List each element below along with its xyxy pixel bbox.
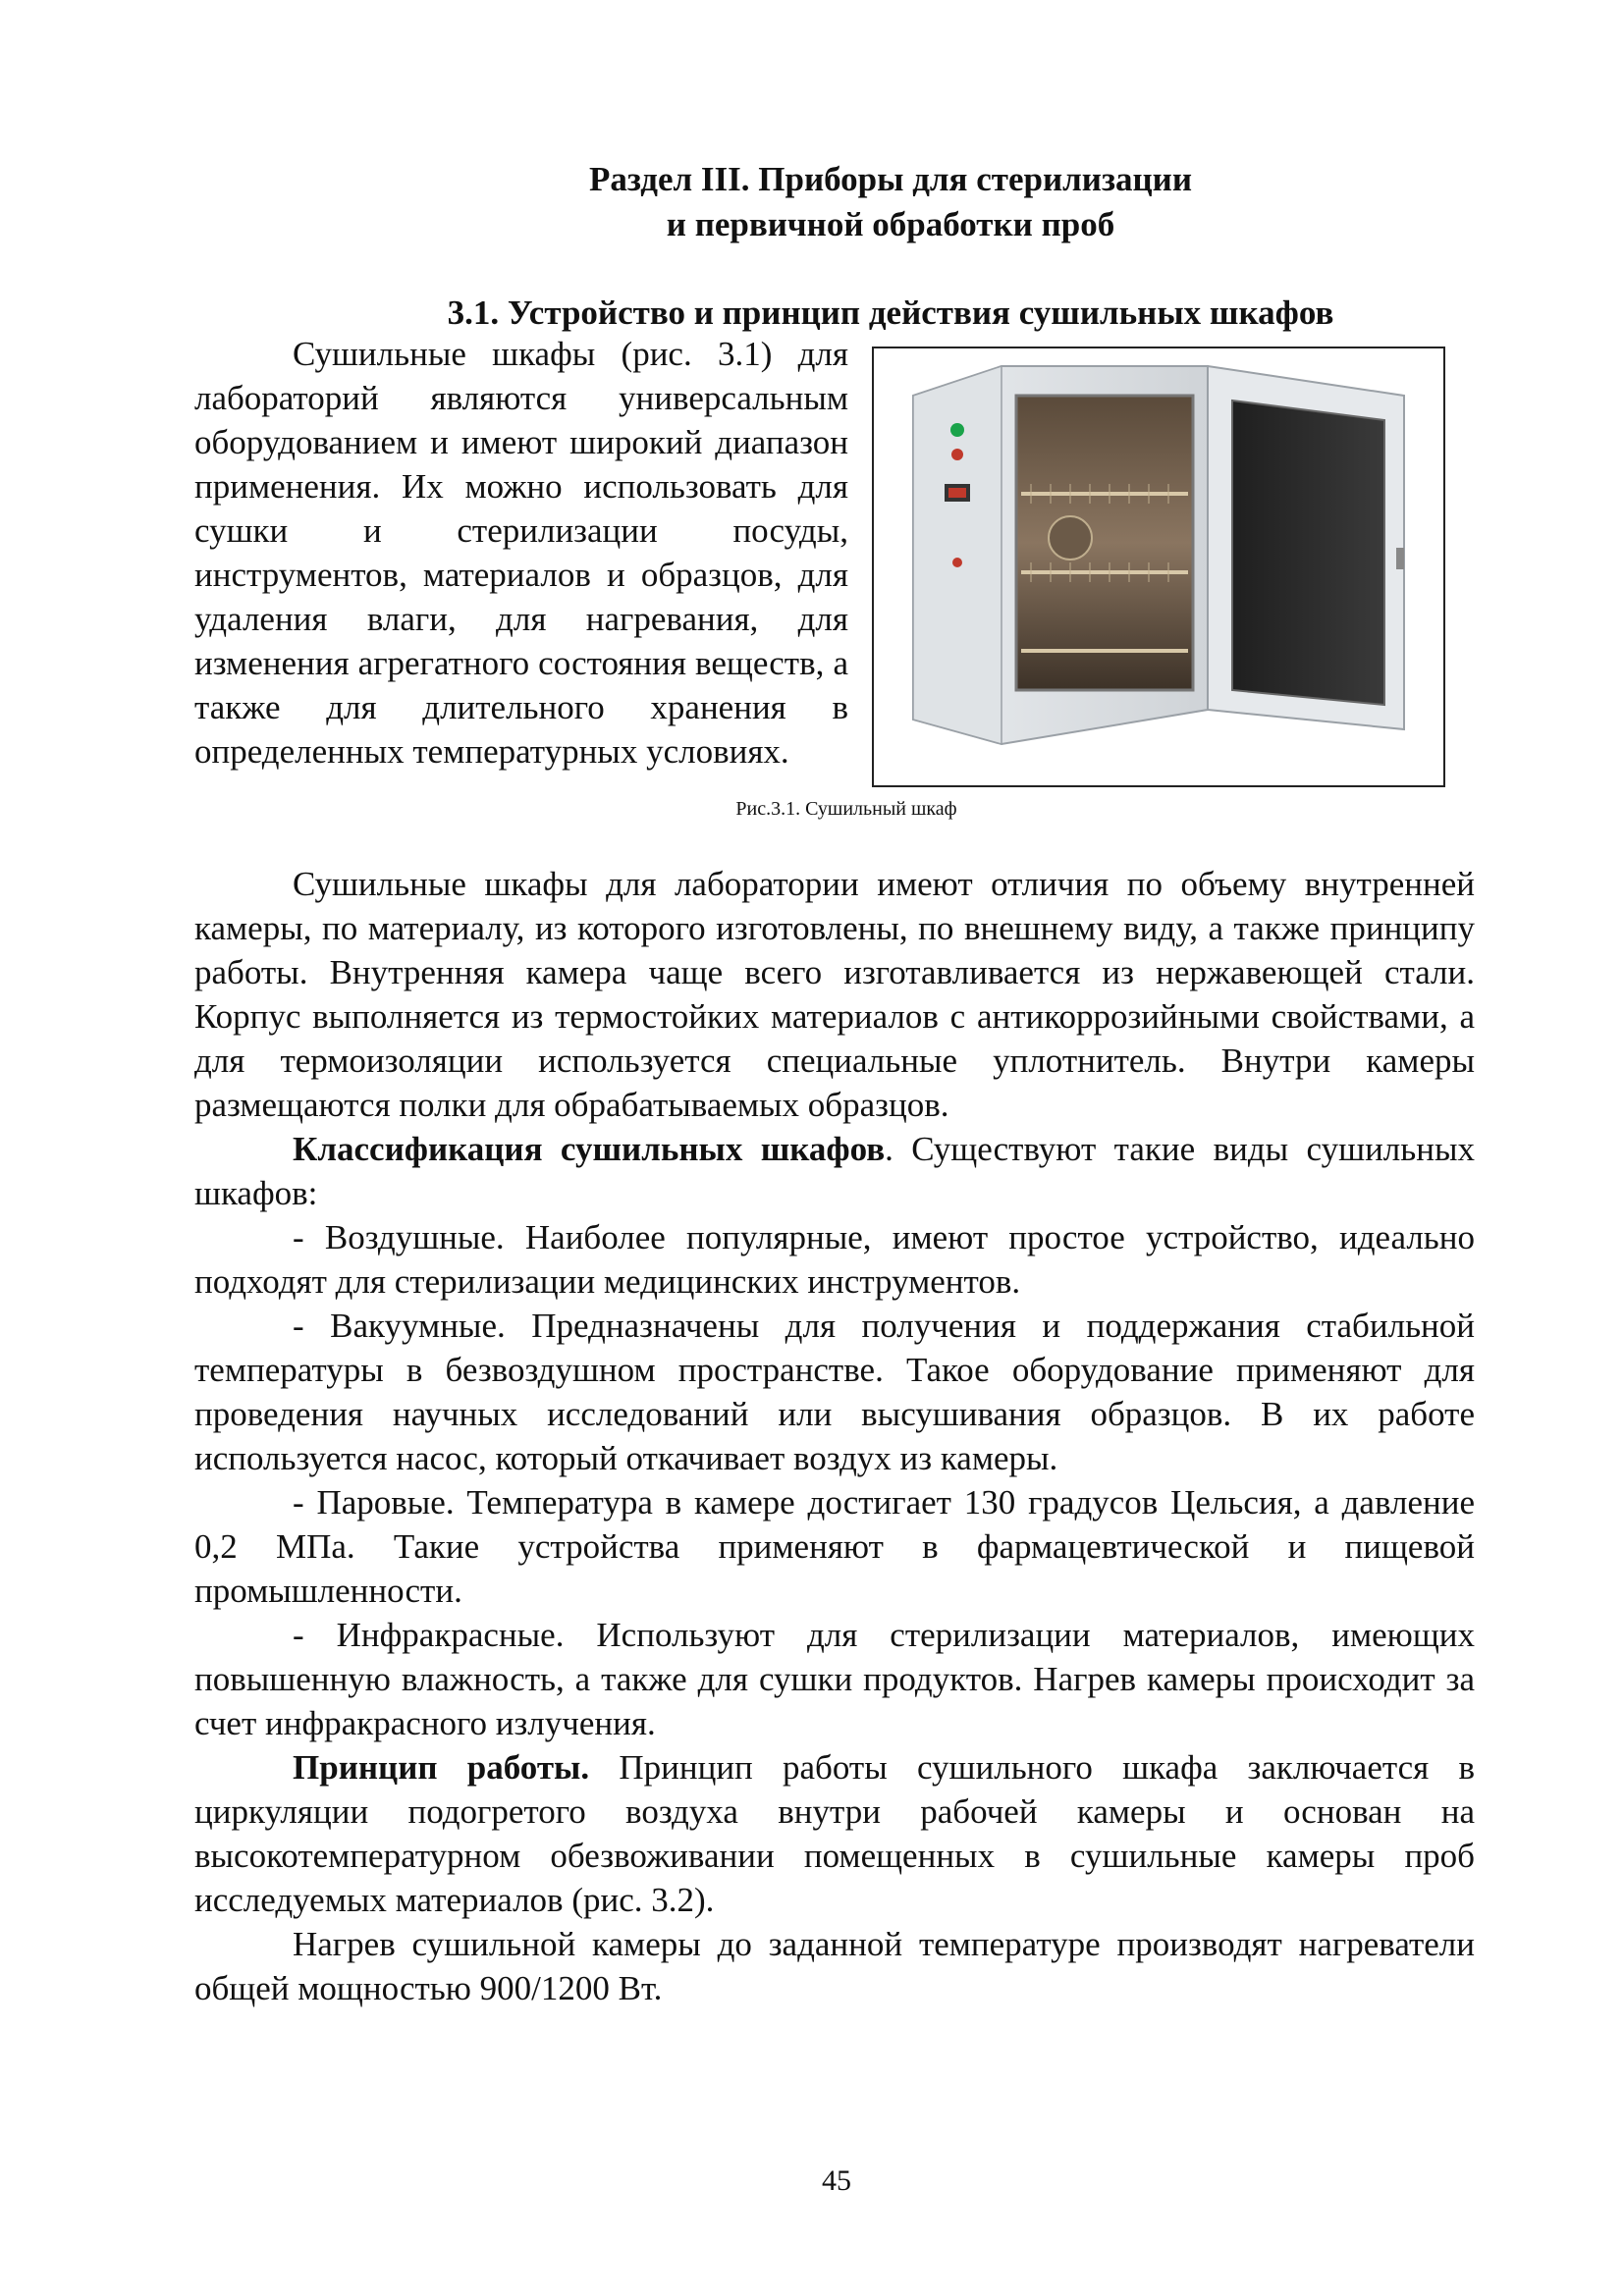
section-title-line2: и первичной обработки проб bbox=[666, 205, 1115, 243]
list-item: - Воздушные. Наиболее популярные, имеют простое устройство, идеально подходят для стерилизации медицинских инструментов. bbox=[194, 1218, 1475, 1301]
paragraph-heating: Нагрев сушильной камеры до заданной температуре производят нагреватели общей мощностью 900/1200 Вт. bbox=[194, 1925, 1475, 2007]
page-number: 45 bbox=[822, 2164, 851, 2197]
figure-frame bbox=[872, 347, 1445, 787]
principle-lead: Принцип работы. bbox=[293, 1748, 590, 1787]
figure-caption: Рис.3.1. Сушильный шкаф bbox=[735, 798, 957, 820]
principle-text: Принцип работы сушильного шкафа заключается в циркуляции подогретого воздуха внутри рабочей камеры и основан на высокотемпературном обезвоживании помещенных в сушильные камеры проб исследуемых материалов (рис. 3.2). bbox=[194, 1748, 1475, 1919]
paragraph-principle bbox=[194, 1745, 1475, 1922]
drying-cabinet-photo-icon bbox=[893, 356, 1424, 754]
intro-paragraph: Сушильные шкафы (рис. 3.1) для лабораторий являются универсальным оборудованием и имеют широкий диапазон применения. Их можно использовать для сушки и стерилизации посуды, инструментов, материалов и образцов, для удаления влаги, для нагревания, для изменения агрегатного состояния веществ, а также для длительного хранения в определенных температурных условиях. bbox=[194, 335, 848, 771]
list-item: - Вакуумные. Предназначены для получения и поддержания стабильной температуры в безвоздушном пространстве. Такое оборудование применяют для проведения научных исследований или высушивания образцов. В их работе используется насос, который откачивает воздух из камеры. bbox=[194, 1307, 1475, 1477]
paragraph-differences: Сушильные шкафы для лаборатории имеют отличия по объему внутренней камеры, по материалу, из которого изготовлены, по внешнему виду, а также принципу работы. Внутренняя камера чаще всего изготавливается из нержавеющей стали. Корпус выполняется из термостойких материалов с антикоррозийными свойствами, а для термоизоляции используется специальные уплотнитель. Внутри камеры размещаются полки для обрабатываемых образцов. bbox=[194, 865, 1475, 1124]
subsection-title: 3.1. Устройство и принцип действия сушильных шкафов bbox=[447, 294, 1334, 332]
paragraph-classification bbox=[194, 1127, 1475, 1215]
classification-text: . Существуют такие виды сушильных шкафов: bbox=[194, 1130, 1475, 1212]
list-item: - Паровые. Температура в камере достигает 130 градусов Цельсия, а давление 0,2 МПа. Такие устройства применяют в фармацевтической и пищевой промышленности. bbox=[194, 1483, 1475, 1610]
classification-lead: Классификация сушильных шкафов bbox=[293, 1130, 886, 1168]
intro-column bbox=[194, 332, 848, 774]
list-item: - Инфракрасные. Используют для стерилизации материалов, имеющих повышенную влажность, а также для сушки продуктов. Нагрев камеры происходит за счет инфракрасного излучения. bbox=[194, 1616, 1475, 1742]
section-title-line1: Раздел III. Приборы для стерилизации bbox=[588, 160, 1193, 198]
main-text bbox=[194, 862, 1475, 2010]
